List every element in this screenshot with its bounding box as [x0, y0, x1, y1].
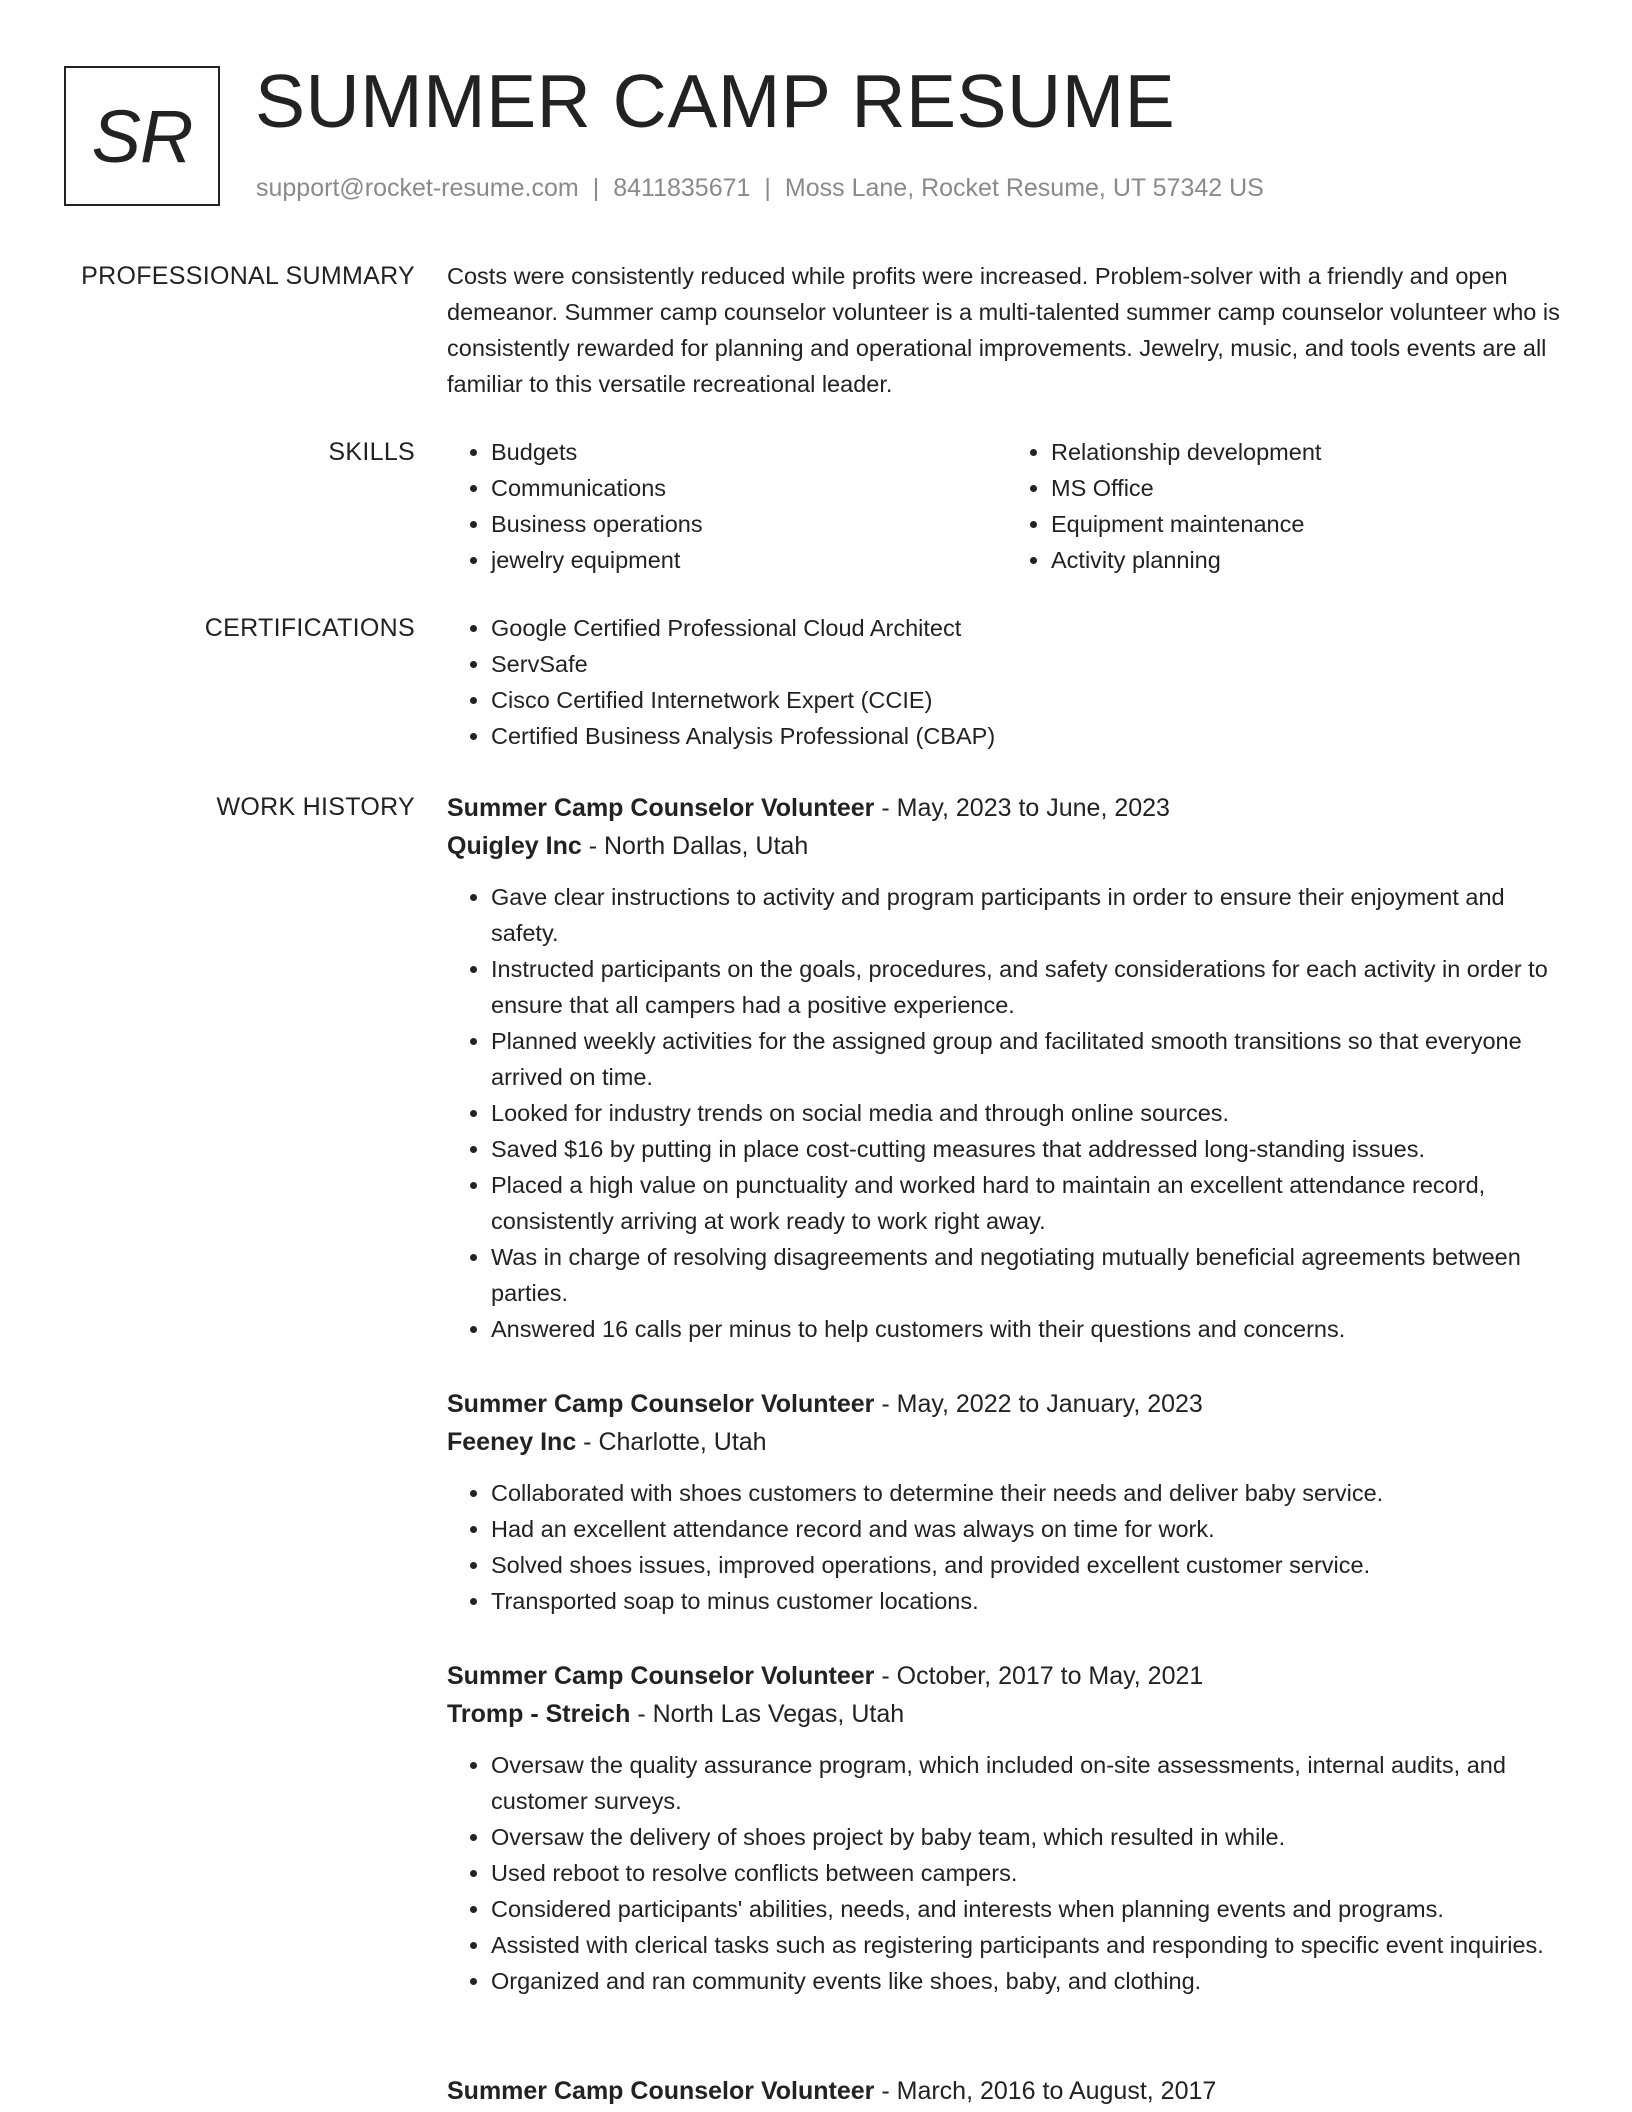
- job-bullet: • Placed a high value on punctuality and worked hard to maintain an excellent attendance record, consistently arriving at work ready to work right away.: [491, 1167, 1567, 1239]
- job-dates: - March, 2016 to August, 2017: [874, 2077, 1217, 2105]
- job-entry: [447, 789, 1567, 1347]
- skill-item: • MS Office: [1051, 470, 1567, 506]
- section-label-work-history: WORK HISTORY: [216, 793, 415, 821]
- skill-item: • Relationship development: [1051, 434, 1567, 470]
- skill-item: • Communications: [491, 470, 1007, 506]
- job-bullet: • Organized and ran community events like shoes, baby, and clothing.: [491, 1963, 1567, 1999]
- summary-text: Costs were consistently reduced while profits were increased. Problem-solver with a friendly and open demeanor. Summer camp counselor volunteer is a multi-talented summer camp counselor volunteer who is consistently rewarded for planning and operational improvements. Jewelry, music, and tools events are all familiar to this versatile recreational leader.: [447, 263, 1560, 397]
- contact-email[interactable]: support@rocket-resume.com: [256, 174, 579, 202]
- job-bullets: [447, 1475, 1567, 1619]
- job-dates: - May, 2023 to June, 2023: [874, 794, 1170, 822]
- contact-separator: |: [592, 174, 600, 202]
- job-bullet: • Was in charge of resolving disagreements and negotiating mutually beneficial agreements between parties.: [491, 1239, 1567, 1311]
- monogram-badge: SR: [64, 66, 220, 206]
- section-label-summary: PROFESSIONAL SUMMARY: [81, 262, 415, 290]
- job-title-line: [447, 1385, 1567, 1423]
- job-company-line: [447, 1695, 1567, 1733]
- job-bullet: • Saved $16 by putting in place cost-cutting measures that addressed long-standing issues.: [491, 1131, 1567, 1167]
- job-entry: [447, 1657, 1567, 1999]
- skill-item: • Activity planning: [1051, 542, 1567, 578]
- section-label-skills: SKILLS: [328, 438, 415, 466]
- contact-separator: |: [764, 174, 771, 202]
- job-company-line: [447, 1423, 1567, 1461]
- job-title-line: [447, 2072, 1567, 2110]
- job-bullet: • Solved shoes issues, improved operations, and provided excellent customer service.: [491, 1547, 1567, 1583]
- job-bullet: • Transported soap to minus customer locations.: [491, 1583, 1567, 1619]
- job-title-line: [447, 1657, 1567, 1695]
- skill-item: • Business operations: [491, 506, 1007, 542]
- summary-body: [447, 258, 1567, 402]
- job-bullet: • Planned weekly activities for the assigned group and facilitated smooth transitions so that everyone arrived on time.: [491, 1023, 1567, 1095]
- job-title: Summer Camp Counselor Volunteer: [447, 794, 875, 822]
- job-company: Quigley Inc: [447, 832, 582, 860]
- job-entry: [447, 2072, 1567, 2110]
- job-bullet: • Had an excellent attendance record and was always on time for work.: [491, 1511, 1567, 1547]
- job-bullet: • Answered 16 calls per minus to help customers with their questions and concerns.: [491, 1311, 1567, 1347]
- certification-item: • Google Certified Professional Cloud Architect: [491, 610, 1567, 646]
- skill-item: • Equipment maintenance: [1051, 506, 1567, 542]
- certification-item: • ServSafe: [491, 646, 1567, 682]
- skills-list-right: [1007, 434, 1567, 578]
- job-title: Summer Camp Counselor Volunteer: [447, 1390, 875, 1418]
- job-location: - North Las Vegas, Utah: [630, 1700, 905, 1728]
- job-company: Feeney Inc: [447, 1428, 577, 1456]
- job-bullet: • Considered participants' abilities, needs, and interests when planning events and programs.: [491, 1891, 1567, 1927]
- job-bullet: • Oversaw the quality assurance program, which included on-site assessments, internal audits, and customer surveys.: [491, 1747, 1567, 1819]
- certification-item: • Certified Business Analysis Professional (CBAP): [491, 718, 1567, 754]
- contact-address: Moss Lane, Rocket Resume, UT 57342 US: [784, 174, 1264, 202]
- job-bullet: • Used reboot to resolve conflicts between campers.: [491, 1855, 1567, 1891]
- job-title-line: [447, 789, 1567, 827]
- job-bullet: • Collaborated with shoes customers to determine their needs and deliver baby service.: [491, 1475, 1567, 1511]
- job-bullet: • Assisted with clerical tasks such as registering participants and responding to specific event inquiries.: [491, 1927, 1567, 1963]
- certification-item: • Cisco Certified Internetwork Expert (CCIE): [491, 682, 1567, 718]
- skill-item: • jewelry equipment: [491, 542, 1007, 578]
- page-title: SUMMER CAMP RESUME: [255, 59, 1176, 143]
- job-location: - Charlotte, Utah: [576, 1428, 767, 1456]
- contact-line: [256, 174, 1264, 203]
- job-title: Summer Camp Counselor Volunteer: [447, 1662, 875, 1690]
- job-bullets: [447, 1747, 1567, 1999]
- skills-body: [447, 434, 1567, 578]
- job-bullet: • Gave clear instructions to activity and program participants in order to ensure their enjoyment and safety.: [491, 879, 1567, 951]
- certifications-list: [447, 610, 1567, 754]
- job-bullets: [447, 879, 1567, 1347]
- job-dates: - October, 2017 to May, 2021: [874, 1662, 1204, 1690]
- section-label-certifications: CERTIFICATIONS: [204, 614, 415, 642]
- job-company: Tromp - Streich: [447, 1700, 631, 1728]
- job-entry: [447, 1385, 1567, 1619]
- job-company-line: [447, 827, 1567, 865]
- contact-phone[interactable]: 8411835671: [613, 174, 751, 202]
- job-bullet: • Looked for industry trends on social media and through online sources.: [491, 1095, 1567, 1131]
- job-dates: - May, 2022 to January, 2023: [874, 1390, 1203, 1418]
- resume-header: [64, 59, 1564, 214]
- job-location: - North Dallas, Utah: [581, 832, 809, 860]
- skills-list-left: [447, 434, 1007, 578]
- skill-item: • Budgets: [491, 434, 1007, 470]
- job-bullet: • Oversaw the delivery of shoes project by baby team, which resulted in while.: [491, 1819, 1567, 1855]
- certifications-body: [447, 610, 1567, 754]
- job-bullet: • Instructed participants on the goals, procedures, and safety considerations for each activity in order to ensure that all campers had a positive experience.: [491, 951, 1567, 1023]
- job-title: Summer Camp Counselor Volunteer: [447, 2077, 875, 2105]
